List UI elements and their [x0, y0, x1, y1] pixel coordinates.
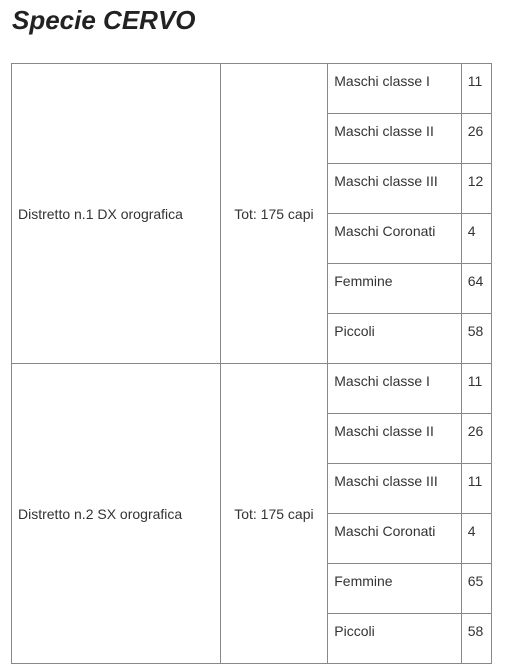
- class-label: Maschi Coronati: [328, 214, 461, 264]
- class-label: Maschi classe III: [328, 464, 461, 514]
- class-label: Piccoli: [328, 614, 461, 664]
- class-label: Maschi classe II: [328, 114, 461, 164]
- class-count: 58: [461, 314, 491, 364]
- district-total: Tot: 175 capi: [220, 64, 328, 364]
- class-count: 58: [461, 614, 491, 664]
- class-label: Piccoli: [328, 314, 461, 364]
- class-count: 26: [461, 114, 491, 164]
- class-count: 65: [461, 564, 491, 614]
- page-title: Specie CERVO: [12, 5, 196, 35]
- quota-table: [11, 63, 492, 664]
- table-row: [12, 364, 492, 414]
- class-count: 26: [461, 414, 491, 464]
- class-label: Femmine: [328, 564, 461, 614]
- class-label: Maschi classe III: [328, 164, 461, 214]
- table-row: [12, 64, 492, 114]
- class-count: 4: [461, 214, 491, 264]
- class-count: 11: [461, 364, 491, 414]
- district-total: Tot: 175 capi: [220, 364, 328, 664]
- class-label: Maschi classe II: [328, 414, 461, 464]
- class-count: 12: [461, 164, 491, 214]
- class-label: Maschi Coronati: [328, 514, 461, 564]
- class-count: 11: [461, 64, 491, 114]
- class-count: 11: [461, 464, 491, 514]
- district-name: Distretto n.1 DX orografica: [12, 64, 221, 364]
- class-count: 64: [461, 264, 491, 314]
- class-label: Maschi classe I: [328, 64, 461, 114]
- class-count: 4: [461, 514, 491, 564]
- class-label: Femmine: [328, 264, 461, 314]
- district-name: Distretto n.2 SX orografica: [12, 364, 221, 664]
- class-label: Maschi classe I: [328, 364, 461, 414]
